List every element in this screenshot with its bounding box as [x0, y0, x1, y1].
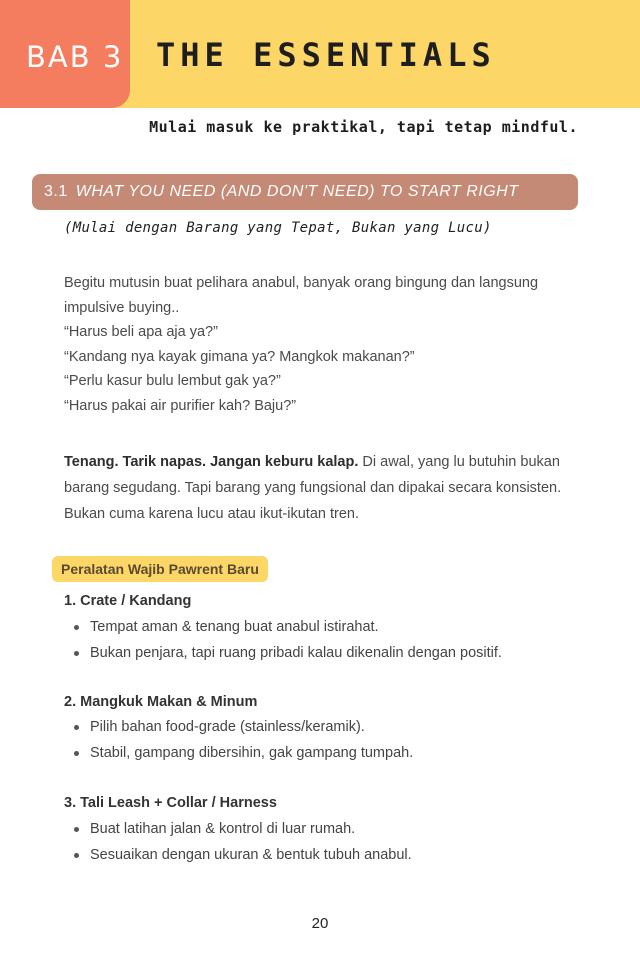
bullet-item: Buat latihan jalan & kontrol di luar rumah.: [72, 816, 412, 842]
advice-bold: Tenang. Tarik napas. Jangan keburu kalap.: [64, 454, 359, 470]
section-number: 3.1: [44, 183, 68, 200]
chapter-title: THE ESSENTIALS: [156, 36, 496, 74]
bullet-item: Tempat aman & tenang buat anabul istirahat.: [72, 614, 502, 640]
intro-line: “Harus pakai air purifier kah? Baju?”: [64, 397, 297, 414]
bullet-list: [72, 714, 413, 766]
section-subtitle: (Mulai dengan Barang yang Tepat, Bukan yang Lucu): [64, 220, 492, 236]
chapter-label: BAB 3: [26, 40, 124, 74]
section-heading: [32, 174, 578, 210]
bullet-item: Bukan penjara, tapi ruang pribadi kalau dikenalin dengan positif.: [72, 640, 502, 666]
intro-line: Begitu mutusin buat pelihara anabul, banyak orang bingung dan langsung impulsive buying..: [64, 275, 539, 316]
equipment-badge: Peralatan Wajib Pawrent Baru: [52, 556, 268, 582]
page-number: 20: [311, 915, 329, 932]
section-title: WHAT YOU NEED (AND DON'T NEED) TO START RIGHT: [75, 183, 519, 200]
intro-line: “Perlu kasur bulu lembut gak ya?”: [64, 373, 281, 389]
intro-line: “Harus beli apa aja ya?”: [64, 324, 218, 340]
bullet-list: [72, 614, 502, 666]
bullet-item: Sesuaikan dengan ukuran & bentuk tubuh anabul.: [72, 842, 412, 868]
item-title: 1. Crate / Kandang: [64, 593, 192, 609]
chapter-tab: [0, 0, 130, 108]
item-title: 3. Tali Leash + Collar / Harness: [64, 795, 277, 811]
bullet-list: [72, 816, 412, 868]
intro-line: “Kandang nya kayak gimana ya? Mangkok makanan?”: [64, 348, 415, 365]
bullet-item: Pilih bahan food-grade (stainless/keramik).: [72, 714, 413, 740]
advice-text: Di awal, yang lu butuhin bukan barang segudang. Tapi barang yang fungsional dan dipakai secara konsisten. Bukan cuma karena lucu atau ikut-ikutan tren.: [64, 454, 562, 522]
bullet-item: Stabil, gampang dibersihin, gak gampang tumpah.: [72, 740, 413, 766]
item-title: 2. Mangkuk Makan & Minum: [64, 694, 258, 710]
chapter-subtitle: Mulai masuk ke praktikal, tapi tetap mindful.: [149, 118, 578, 136]
advice-paragraph: [64, 449, 584, 527]
intro-paragraph: [64, 271, 584, 418]
